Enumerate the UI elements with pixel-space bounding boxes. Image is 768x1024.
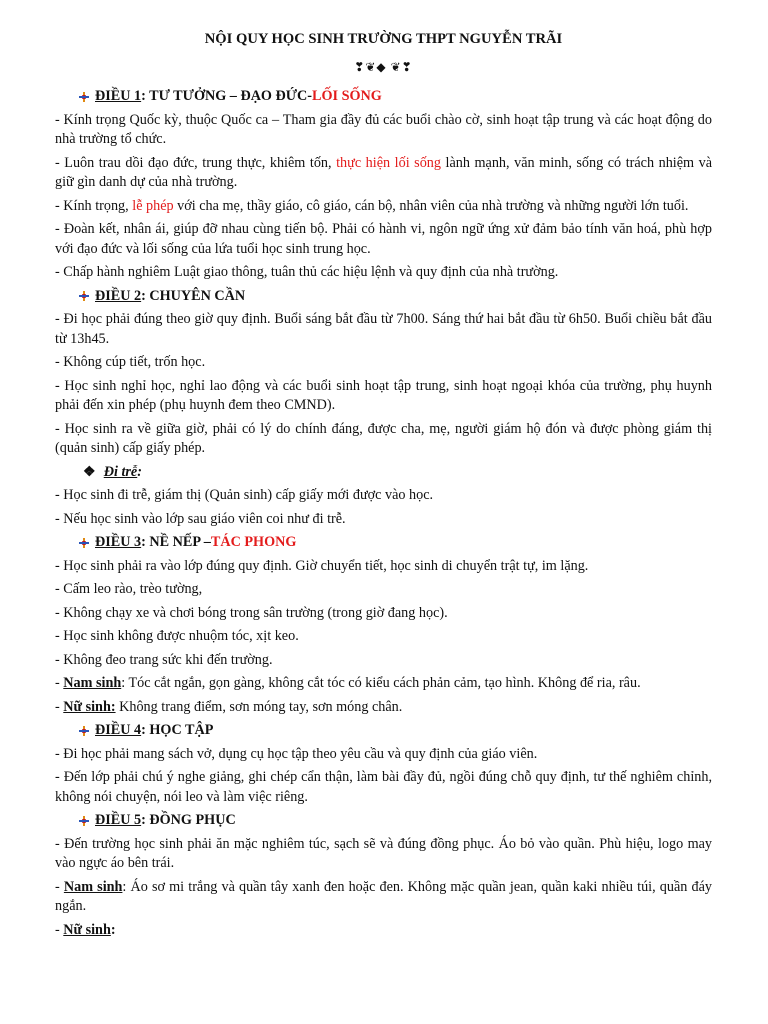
section-3-title: : NỀ NẾP –: [141, 534, 211, 550]
section-1-paragraph-3: - Kính trọng, lễ phép với cha mẹ, thầy giáo, cô giáo, cán bộ, nhân viên của nhà trường và những người lớn tuổi.: [55, 197, 689, 214]
section-3-title-red: TÁC PHONG: [210, 534, 297, 550]
section-4-number: ĐIỀU 4: [95, 722, 142, 738]
section-2-paragraph-4: - Học sinh ra về giữa giờ, phải có lý do chính đáng, được cha, mẹ, người giám hộ đón và được phòng giám thị (quản sinh) cấp giấy phép.: [55, 420, 712, 456]
section-1-title: : TƯ TƯỞNG – ĐẠO ĐỨC-: [141, 88, 313, 104]
section-4-title: : HỌC TẬP: [141, 722, 214, 738]
section-5-paragraph-1: - Đến trường học sinh phải ăn mặc nghiêm túc, sạch sẽ và đúng đồng phục. Áo bỏ vào quần. Phù hiệu, logo may vào ngực áo bên trái.: [55, 835, 712, 871]
section-2-paragraph-3: - Học sinh nghỉ học, nghỉ lao động và các buổi sinh hoạt tập trung, sinh hoạt ngoại khóa của trường, phụ huynh phải đến xin phép (phụ huynh đem theo CMND).: [55, 377, 712, 413]
subheading-late: ❖ Đi trễ:: [83, 463, 142, 480]
cross-bullet-icon: [79, 726, 89, 736]
section-3-heading: [79, 533, 712, 553]
section-3-paragraph-2: - Cấm leo rào, trèo tường,: [55, 581, 203, 597]
section-2-paragraph-2: - Không cúp tiết, trốn học.: [55, 354, 206, 370]
section-3-paragraph-1: - Học sinh phải ra vào lớp đúng quy định. Giờ chuyển tiết, học sinh di chuyển trật tự, im lặng.: [55, 557, 589, 574]
section-2-paragraph-6: - Nếu học sinh vào lớp sau giáo viên coi như đi trễ.: [55, 510, 346, 527]
ornament-divider: ❣❦◆ ❦❣: [354, 59, 413, 74]
section-2-title: : CHUYÊN CẦN: [141, 287, 246, 304]
section-3-paragraph-5: - Không đeo trang sức khi đến trường.: [55, 651, 273, 668]
page-title: NỘI QUY HỌC SINH TRƯỜNG THPT NGUYỄN TRÃI: [204, 31, 563, 47]
cross-bullet-icon: [79, 816, 89, 826]
section-5-paragraph-3: - Nữ sinh:: [55, 921, 116, 938]
section-4-paragraph-2: - Đến lớp phải chú ý nghe giảng, ghi chép cẩn thận, làm bài đầy đủ, ngồi đúng chỗ quy định, tư thế nghiêm chỉnh, không nói chuyện, nói leo và làm việc riêng.: [55, 769, 712, 805]
section-1-paragraph-2: - Luôn trau dồi đạo đức, trung thực, khiêm tốn, thực hiện lối sống lành mạnh, văn minh, sống có trách nhiệm và giữ gìn danh dự của nhà trường.: [55, 154, 713, 190]
section-2-heading: [79, 287, 712, 307]
section-5-heading: [79, 811, 712, 831]
cross-bullet-icon: [79, 92, 89, 102]
section-4-paragraph-1: - Đi học phải mang sách vở, dụng cụ học tập theo yêu cầu và quy định của giáo viên.: [55, 745, 538, 762]
section-1-paragraph-1: - Kính trọng Quốc kỳ, thuộc Quốc ca – Tham gia đầy đủ các buổi chào cờ, sinh hoạt tập trung và các hoạt động do nhà trường tổ chức.: [55, 111, 712, 147]
section-1-title-red: LỐI SỐNG: [312, 88, 382, 104]
section-2-number: ĐIỀU 2: [95, 287, 142, 304]
section-2-paragraph-5: - Học sinh đi trễ, giám thị (Quản sinh) cấp giấy mới được vào học.: [55, 487, 434, 503]
document-page: [55, 30, 712, 944]
section-1-number: ĐIỀU 1: [95, 88, 142, 104]
section-3-number: ĐIỀU 3: [95, 534, 142, 550]
section-5-paragraph-2: - Nam sinh: Áo sơ mi trắng và quần tây xanh đen hoặc đen. Không mặc quần jean, quần kaki nhiều túi, quần đáy ngắn.: [55, 878, 713, 914]
section-5-number: ĐIỀU 5: [95, 812, 142, 828]
cross-bullet-icon: [79, 291, 89, 301]
section-4-heading: [79, 721, 712, 741]
section-1-heading: [79, 87, 712, 107]
section-5-title: : ĐỒNG PHỤC: [141, 812, 236, 828]
section-1-paragraph-4: - Đoàn kết, nhân ái, giúp đỡ nhau cùng tiến bộ. Phải có hành vi, ngôn ngữ ứng xử đảm bảo tính văn hoá, phù hợp với đạo đức và lối sống của lứa tuổi học sinh trung học.: [55, 221, 712, 257]
cross-bullet-icon: [79, 538, 89, 548]
section-3-paragraph-4: - Học sinh không được nhuộm tóc, xịt keo.: [55, 628, 299, 644]
section-3-paragraph-6: - Nam sinh: Tóc cắt ngắn, gọn gàng, không cắt tóc có kiểu cách phản cảm, tạo hình. Không để ria, râu.: [55, 675, 641, 691]
diamond-bullet-icon: ❖: [83, 463, 96, 480]
section-3-paragraph-7: - Nữ sinh: Không trang điểm, sơn móng tay, sơn móng chân.: [55, 698, 403, 715]
section-1-paragraph-5: - Chấp hành nghiêm Luật giao thông, tuân thủ các hiệu lệnh và quy định của nhà trường.: [55, 264, 559, 280]
section-3-paragraph-3: - Không chạy xe và chơi bóng trong sân trường (trong giờ đang học).: [55, 604, 448, 621]
section-2-paragraph-1: - Đi học phải đúng theo giờ quy định. Buổi sáng bắt đầu từ 7h00. Sáng thứ hai bắt đầu từ 6h50. Buổi chiều bắt đầu từ 13h45.: [55, 311, 712, 347]
